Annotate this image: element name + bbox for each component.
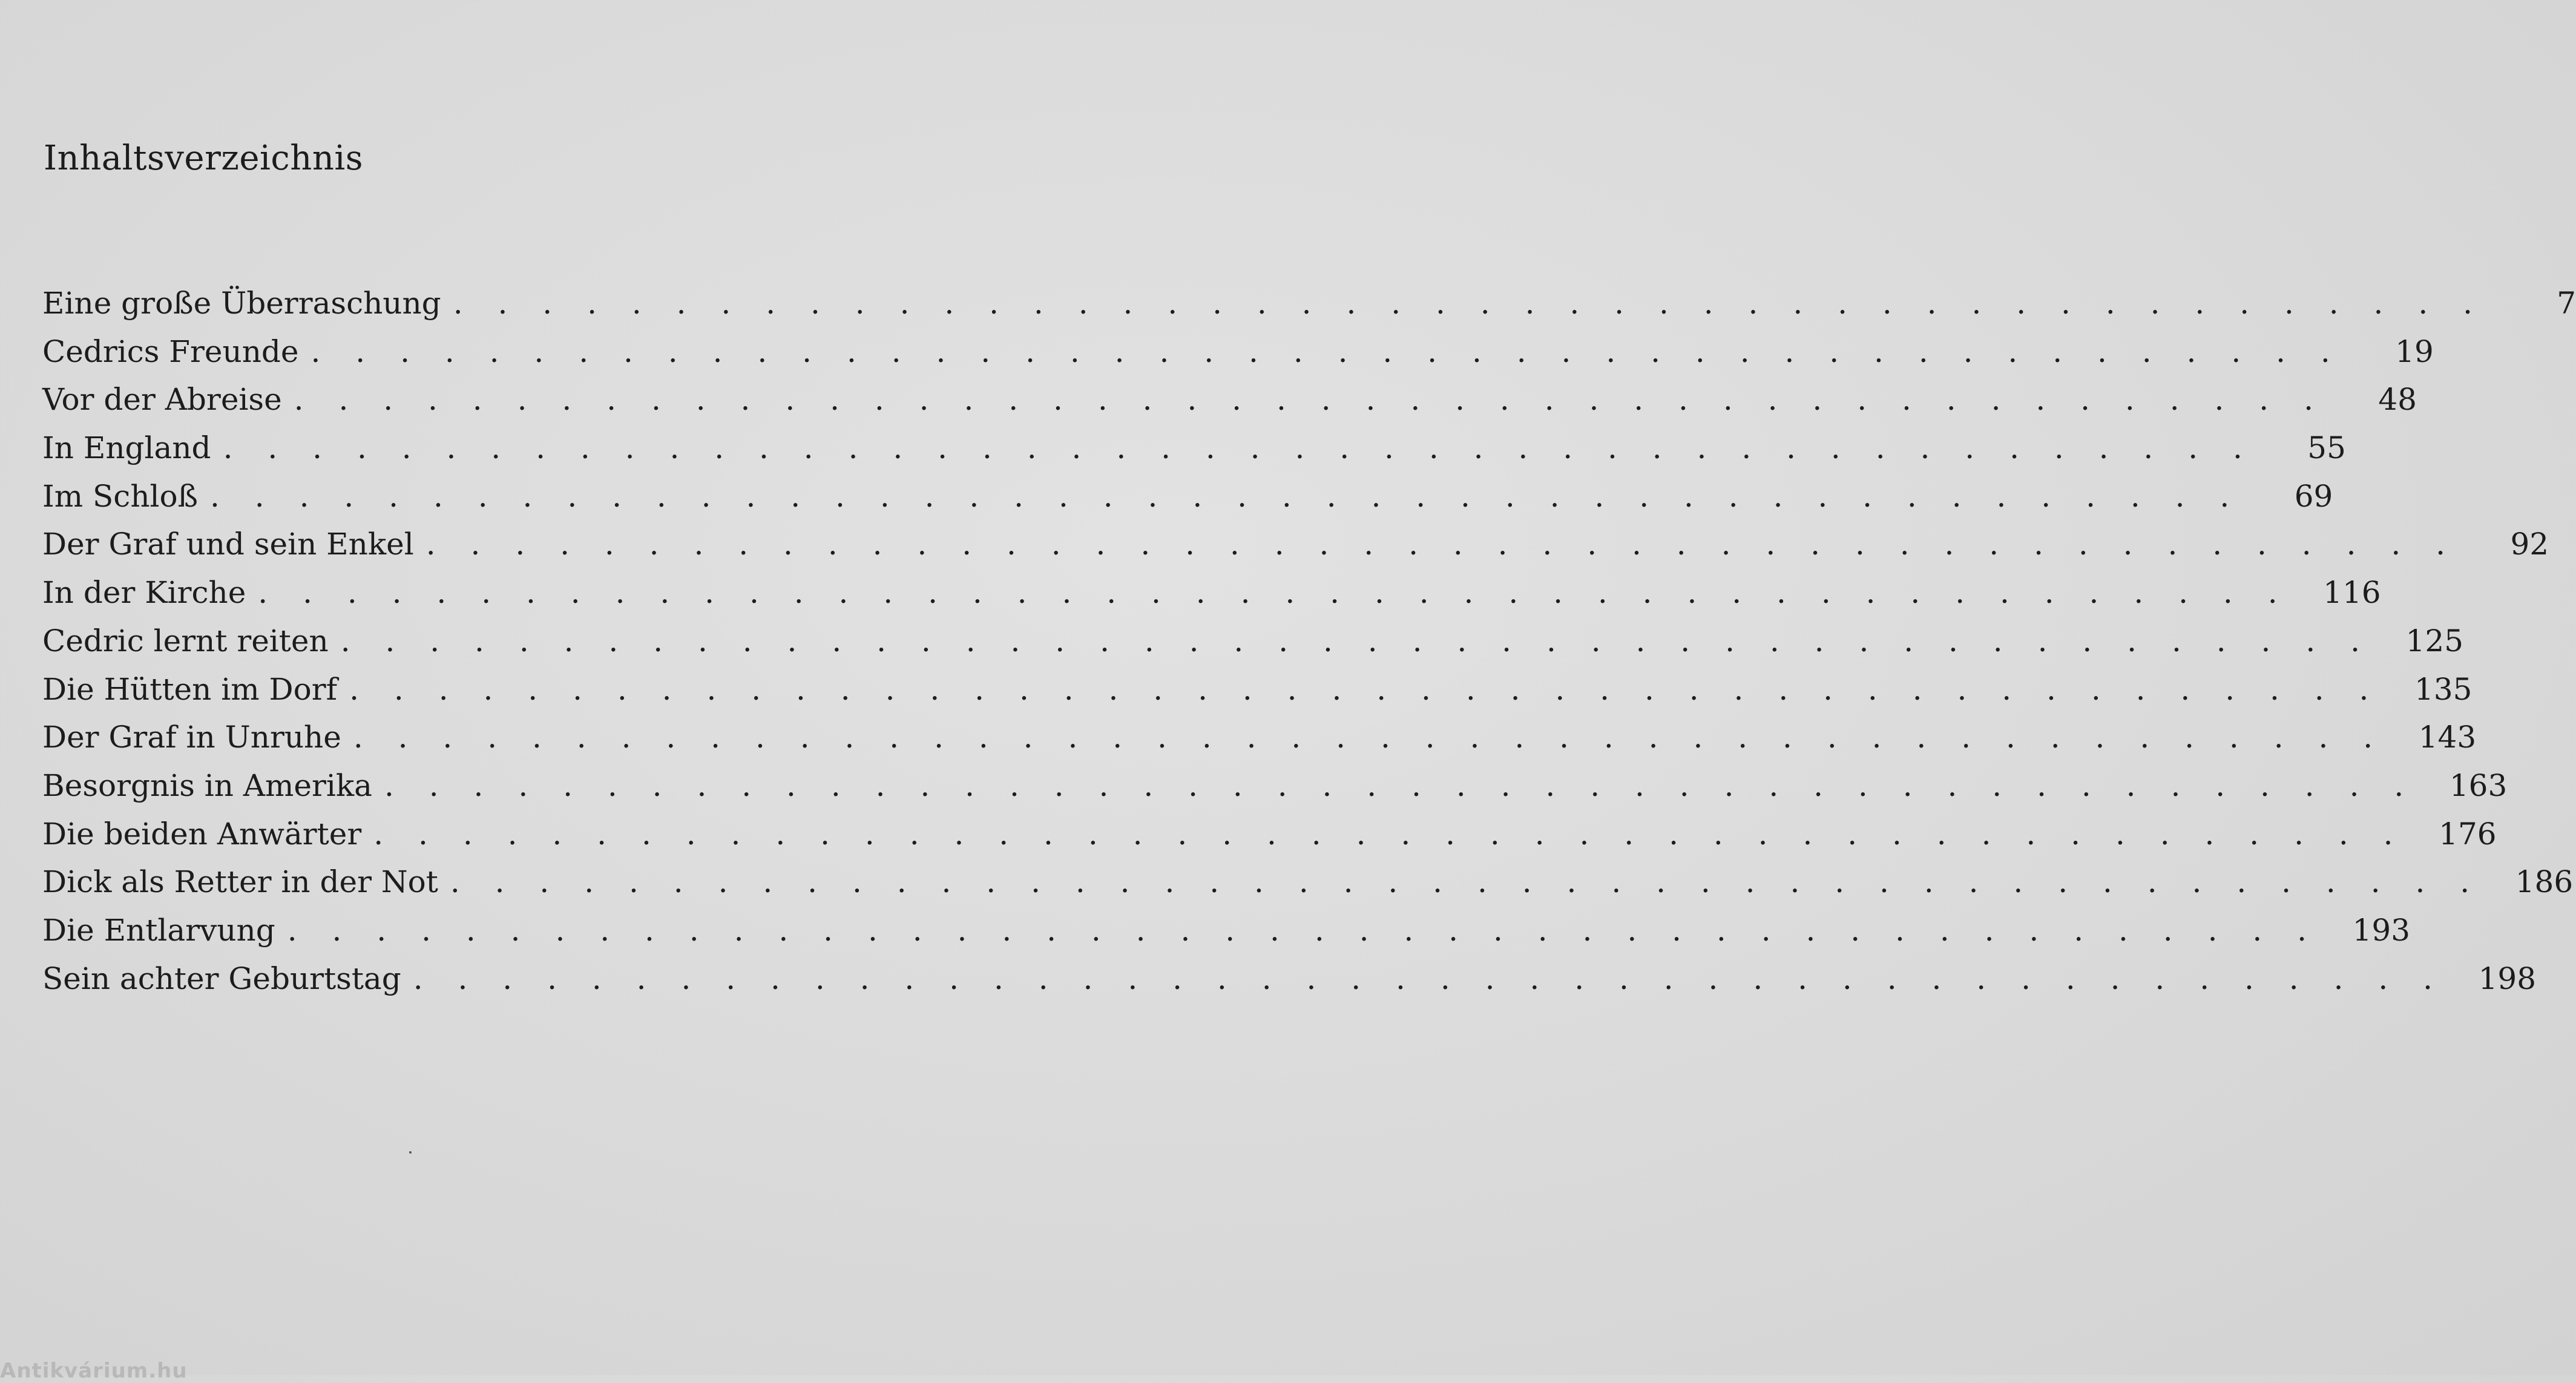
- dot-leader: . . . . . . . . . . . . . . . . . . . . . . . . . . . . . . . . . . . . . . . . . . . . . .: [287, 912, 2320, 948]
- toc-entry-page: 186: [2515, 864, 2574, 900]
- toc-entry-page: 48: [2378, 382, 2417, 418]
- dot-leader: . . . . . . . . . . . . . . . . . . . . . . . . . . . . . . . . . . . . . . . . . . . . . .: [373, 816, 2406, 852]
- toc-entry-page: 135: [2414, 671, 2472, 707]
- dot-leader: . . . . . . . . . . . . . . . . . . . . . . . . . . . . . . . . . . . . . . . . . . . . . .: [353, 720, 2386, 755]
- toc-entry-title: Der Graf und sein Enkel: [42, 527, 414, 562]
- dot-leader: . . . . . . . . . . . . . . . . . . . . . . . . . . . . . . . . . . . . . . . . . . . . . .: [340, 623, 2373, 659]
- paper-speck: [409, 1151, 412, 1154]
- toc-entry-page: 69: [2294, 478, 2333, 514]
- dot-leader: . . . . . . . . . . . . . . . . . . . . . . . . . . . . . . . . . . . . . . . . . . . . . .: [310, 333, 2343, 369]
- dot-leader: . . . . . . . . . . . . . . . . . . . . . . . . . . . . . . . . . . . . . . . . . . . . . .: [210, 478, 2242, 514]
- toc-entry-title: Vor der Abreise: [42, 382, 282, 418]
- toc-entry: [42, 328, 2434, 376]
- toc-entry: [42, 424, 2346, 473]
- toc-entry: [42, 955, 2537, 1004]
- toc-entry-title: Sein achter Geburtstag: [42, 961, 401, 996]
- dot-leader: . . . . . . . . . . . . . . . . . . . . . . . . . . . . . . . . . . . . . . . . . . . . . .: [384, 767, 2417, 803]
- toc-entry: [42, 617, 2464, 666]
- toc-entry-page: 193: [2352, 912, 2411, 948]
- toc-entry-page: 198: [2478, 961, 2537, 996]
- toc-entry: [42, 521, 2549, 569]
- dot-leader: . . . . . . . . . . . . . . . . . . . . . . . . . . . . . . . . . . . . . . . . . . . . . .: [294, 382, 2326, 418]
- dot-leader: . . . . . . . . . . . . . . . . . . . . . . . . . . . . . . . . . . . . . . . . . . . . . .: [258, 575, 2290, 611]
- toc-entry-page: 116: [2323, 575, 2381, 611]
- toc-entry: [42, 473, 2333, 521]
- dot-leader: . . . . . . . . . . . . . . . . . . . . . . . . . . . . . . . . . . . . . . . . . . . . . .: [450, 864, 2483, 900]
- toc-entry-title: Die Entlarvung: [42, 912, 275, 948]
- toc-entry-page: 55: [2307, 430, 2346, 466]
- toc-entry: [42, 762, 2508, 810]
- dot-leader: . . . . . . . . . . . . . . . . . . . . . . . . . . . . . . . . . . . . . . . . . . . . . .: [426, 527, 2459, 562]
- dot-leader: . . . . . . . . . . . . . . . . . . . . . . . . . . . . . . . . . . . . . . . . . . . . . .: [453, 286, 2486, 321]
- toc-entry-title: Der Graf in Unruhe: [42, 720, 341, 755]
- toc-entry-page: 7: [2557, 286, 2576, 321]
- table-of-contents: [42, 280, 2576, 1003]
- toc-entry-title: In England: [42, 430, 211, 466]
- toc-entry-page: 92: [2510, 527, 2549, 562]
- toc-entry-page: 163: [2449, 767, 2508, 803]
- toc-entry-page: 125: [2405, 623, 2464, 659]
- toc-entry-title: Die beiden Anwärter: [42, 816, 362, 852]
- toc-entry-title: Die Hütten im Dorf: [42, 671, 338, 707]
- toc-entry-page: 143: [2418, 720, 2477, 755]
- toc-entry: [42, 858, 2574, 907]
- toc-entry: [42, 376, 2417, 424]
- dot-leader: . . . . . . . . . . . . . . . . . . . . . . . . . . . . . . . . . . . . . . . . . . . . . .: [413, 961, 2446, 996]
- toc-entry: [42, 569, 2381, 617]
- dot-leader: . . . . . . . . . . . . . . . . . . . . . . . . . . . . . . . . . . . . . . . . . . . . . .: [223, 430, 2255, 466]
- toc-entry: [42, 810, 2497, 859]
- toc-entry-title: Besorgnis in Amerika: [42, 767, 372, 803]
- toc-entry-title: In der Kirche: [42, 575, 246, 611]
- toc-entry-title: Eine große Überraschung: [42, 286, 441, 321]
- toc-entry-title: Dick als Retter in der Not: [42, 864, 438, 900]
- toc-entry: [42, 666, 2472, 714]
- toc-entry-page: 176: [2439, 816, 2497, 852]
- toc-entry: [42, 907, 2411, 955]
- toc-entry: [42, 714, 2477, 762]
- toc-entry-title: Cedric lernt reiten: [42, 623, 329, 659]
- toc-entry-title: Cedrics Freunde: [42, 333, 299, 369]
- toc-entry: [42, 280, 2576, 328]
- dot-leader: . . . . . . . . . . . . . . . . . . . . . . . . . . . . . . . . . . . . . . . . . . . . . .: [349, 671, 2382, 707]
- watermark: Antikvárium.hu: [0, 1359, 188, 1383]
- toc-entry-page: 19: [2395, 333, 2434, 369]
- toc-entry-title: Im Schloß: [42, 478, 199, 514]
- page-title: Inhaltsverzeichnis: [44, 139, 364, 178]
